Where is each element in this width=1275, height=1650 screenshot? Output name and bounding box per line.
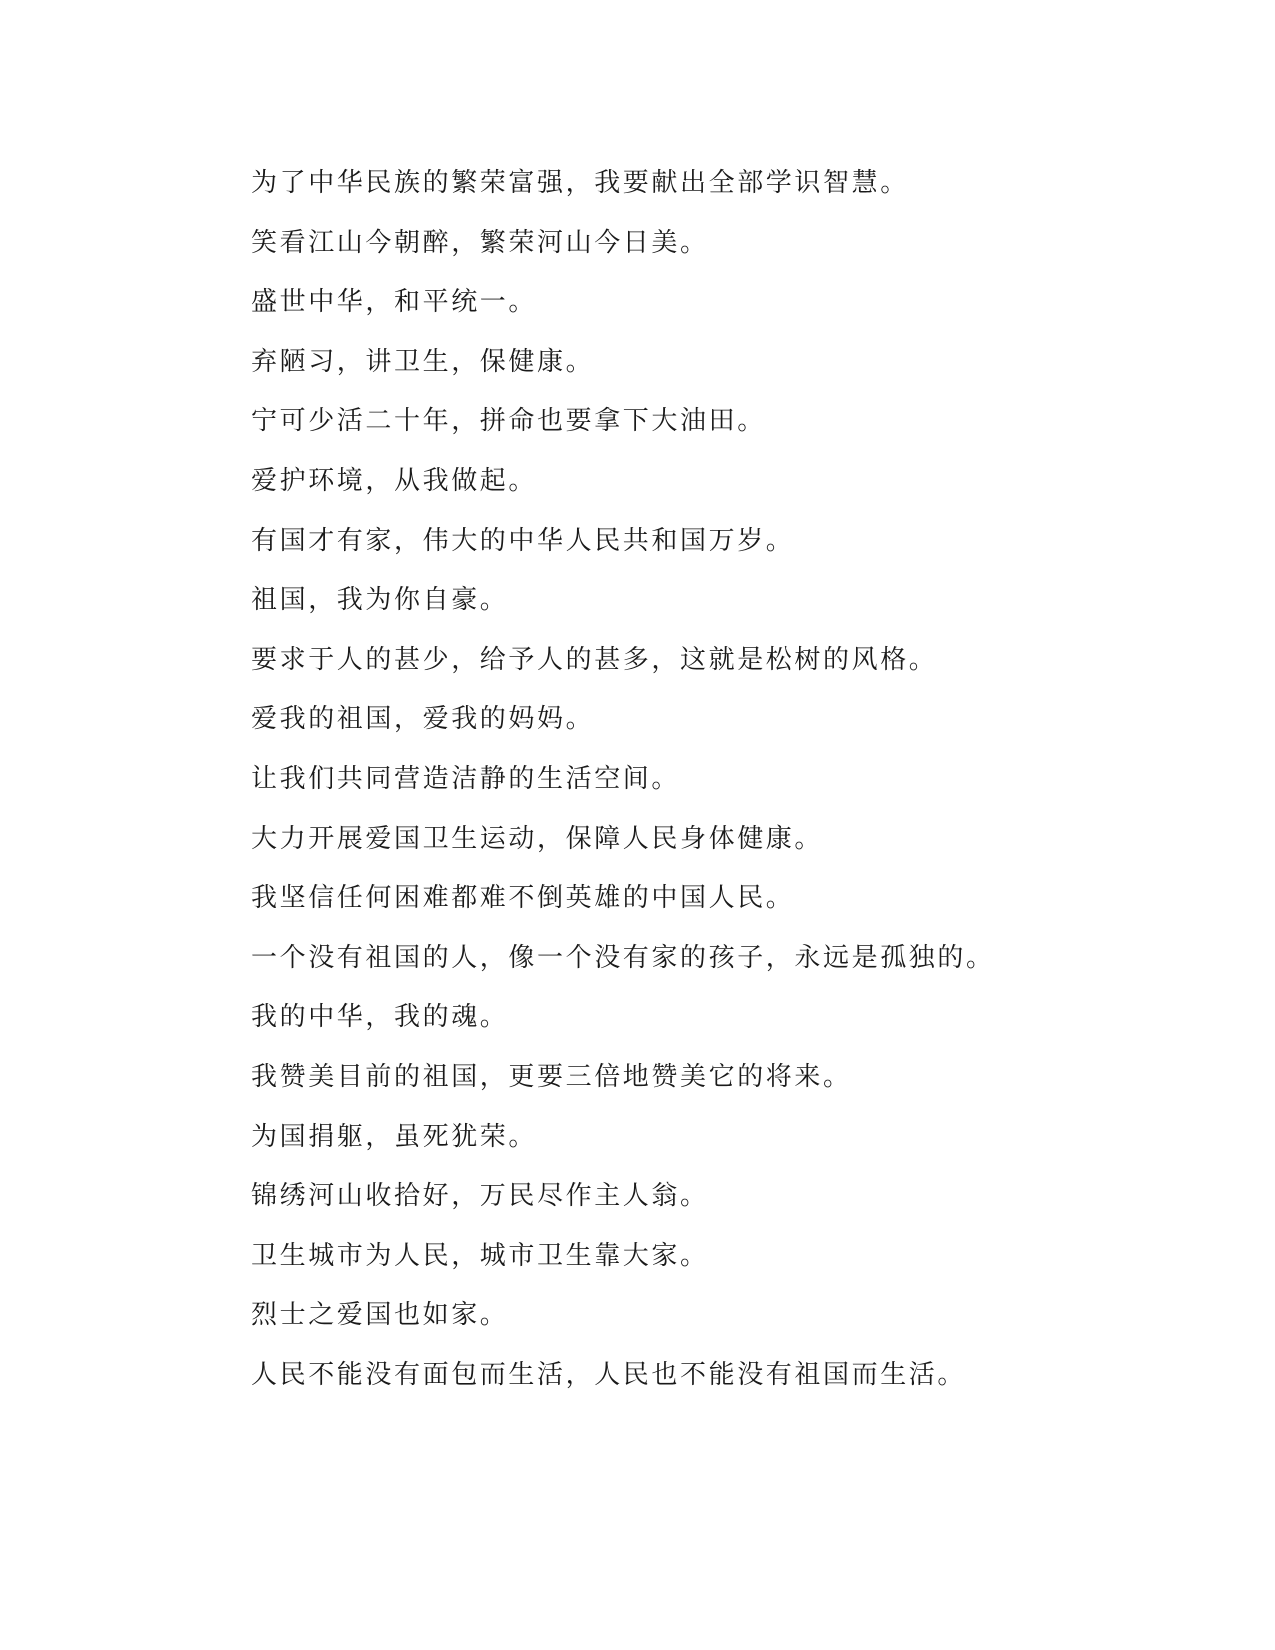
slogan-line: 笑看江山今朝醉，繁荣河山今日美。 [251,227,709,258]
slogan-line: 宁可少活二十年，拼命也要拿下大油田。 [251,406,766,437]
slogan-line: 为了中华民族的繁荣富强，我要献出全部学识智慧。 [251,168,909,198]
slogan-line: 人民不能没有面包而生活，人民也不能没有祖国而生活。 [251,1359,967,1390]
slogan-line: 卫生城市为人民，城市卫生靠大家。 [251,1240,709,1271]
slogan-line: 我坚信任何困难都难不倒英雄的中国人民。 [251,883,795,914]
slogan-line: 为国捐躯，虽死犹荣。 [251,1121,538,1152]
slogan-line: 锦绣河山收拾好，万民尽作主人翁。 [251,1181,709,1212]
slogan-line: 祖国，我为你自豪。 [251,585,509,616]
slogan-line: 一个没有祖国的人，像一个没有家的孩子，永远是孤独的。 [251,942,995,973]
slogan-line: 爱我的祖国，爱我的妈妈。 [251,704,595,735]
slogan-line: 我的中华，我的魂。 [251,1002,509,1033]
slogan-line: 让我们共同营造洁静的生活空间。 [251,763,681,794]
slogan-line: 有国才有家，伟大的中华人民共和国万岁。 [251,525,795,556]
slogan-line: 要求于人的甚少，给予人的甚多，这就是松树的风格。 [251,644,938,675]
slogan-list [251,163,1211,1414]
slogan-line: 弃陋习，讲卫生，保健康。 [251,346,595,377]
slogan-line: 烈士之爱国也如家。 [251,1300,509,1331]
slogan-line: 爱护环境，从我做起。 [251,465,538,496]
slogan-line: 盛世中华，和平统一。 [251,287,538,318]
slogan-line: 我赞美目前的祖国，更要三倍地赞美它的将来。 [251,1061,852,1092]
slogan-line: 大力开展爱国卫生运动，保障人民身体健康。 [251,823,824,854]
